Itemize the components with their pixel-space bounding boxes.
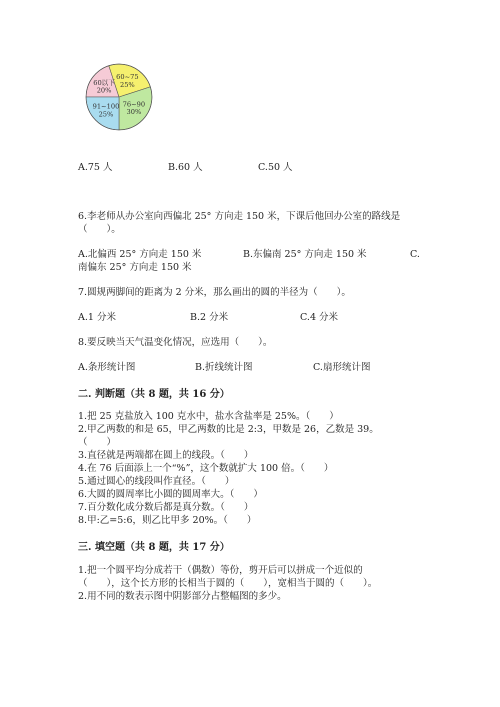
- fill-item: 1.把一个圆平均分成若干（偶数）等份，剪开后可以拼成一个近似的: [78, 565, 363, 576]
- judge-item: 7.百分数化成分数后都是真分数。（ ）: [78, 502, 254, 513]
- q5-option-a[interactable]: A.75 人: [78, 162, 113, 173]
- q6-text-line1: 6.李老师从办公室向西偏北 25° 方向走 150 米，下课后他回办公室的路线是: [78, 211, 401, 222]
- judge-item: 8.甲:乙=5:6，则乙比甲多 20%。（ ）: [78, 515, 257, 526]
- q6-option-a[interactable]: A.北偏西 25° 方向走 150 米: [78, 249, 202, 260]
- q8-option-b[interactable]: B.折线统计图: [195, 362, 253, 373]
- q5-option-c[interactable]: C.50 人: [258, 162, 293, 173]
- q6-option-c-prefix[interactable]: C.: [410, 249, 420, 260]
- q8-option-a[interactable]: A.条形统计图: [78, 362, 136, 373]
- q7-text: 7.圆规两脚间的距离为 2 分米，那么画出的圆的半径为（ ）。: [78, 287, 351, 298]
- q5-option-b[interactable]: B.60 人: [168, 162, 203, 173]
- pie-slice-label: 60~75: [116, 73, 139, 82]
- q8-option-c[interactable]: C.扇形统计图: [313, 362, 371, 373]
- judge-item-blank[interactable]: （ ）: [78, 437, 117, 448]
- section3-title: 三. 填空题（共 8 题，共 17 分）: [78, 542, 230, 553]
- q6-option-c-text[interactable]: 南偏东 25° 方向走 150 米: [78, 262, 192, 273]
- pie-slice-value: 20%: [96, 86, 112, 95]
- judge-item: 1.把 25 克盐放入 100 克水中，盐水含盐率是 25%。（ ）: [78, 411, 339, 422]
- q7-option-a[interactable]: A.1 分米: [78, 312, 116, 323]
- score-pie-chart: [84, 62, 154, 132]
- judge-item: 4.在 76 后面添上一个“%”，这个数就扩大 100 倍。（ ）: [78, 463, 334, 474]
- pie-slice-value: 30%: [126, 108, 142, 117]
- q6-option-b[interactable]: B.东偏南 25° 方向走 150 米: [243, 249, 367, 260]
- section2-title: 二. 判断题（共 8 题，共 16 分）: [78, 389, 230, 400]
- fill-item: 2.用不同的数表示图中阴影部分占整幅图的多少。: [78, 591, 287, 602]
- q8-text: 8.要反映当天气温变化情况，应选用（ ）。: [78, 337, 273, 348]
- judge-item: 2.甲乙两数的和是 65，甲乙两数的比是 2:3，甲数是 26，乙数是 39。: [78, 424, 379, 435]
- q7-option-c[interactable]: C.4 分米: [300, 312, 339, 323]
- judge-item: 3.直径就是两端都在圆上的线段。（ ）: [78, 450, 254, 461]
- pie-slice-label: 76~90: [122, 100, 146, 109]
- pie-slice-label: 60以下: [93, 78, 115, 87]
- judge-item: 5.通过圆心的线段叫作直径。（ ）: [78, 476, 235, 487]
- pie-slice-value: 25%: [119, 80, 135, 89]
- pie-slice-value: 25%: [98, 110, 114, 119]
- judge-item: 6.大圆的圆周率比小圆的圆周率大。（ ）: [78, 489, 263, 500]
- q6-text-line2: （ ）。: [78, 224, 121, 235]
- q7-option-b[interactable]: B.2 分米: [190, 312, 229, 323]
- fill-item: （ ），这个长方形的长相当于圆的（ ），宽相当于圆的（ ）。: [78, 578, 378, 589]
- pie-slice-label: 91~100: [92, 102, 120, 111]
